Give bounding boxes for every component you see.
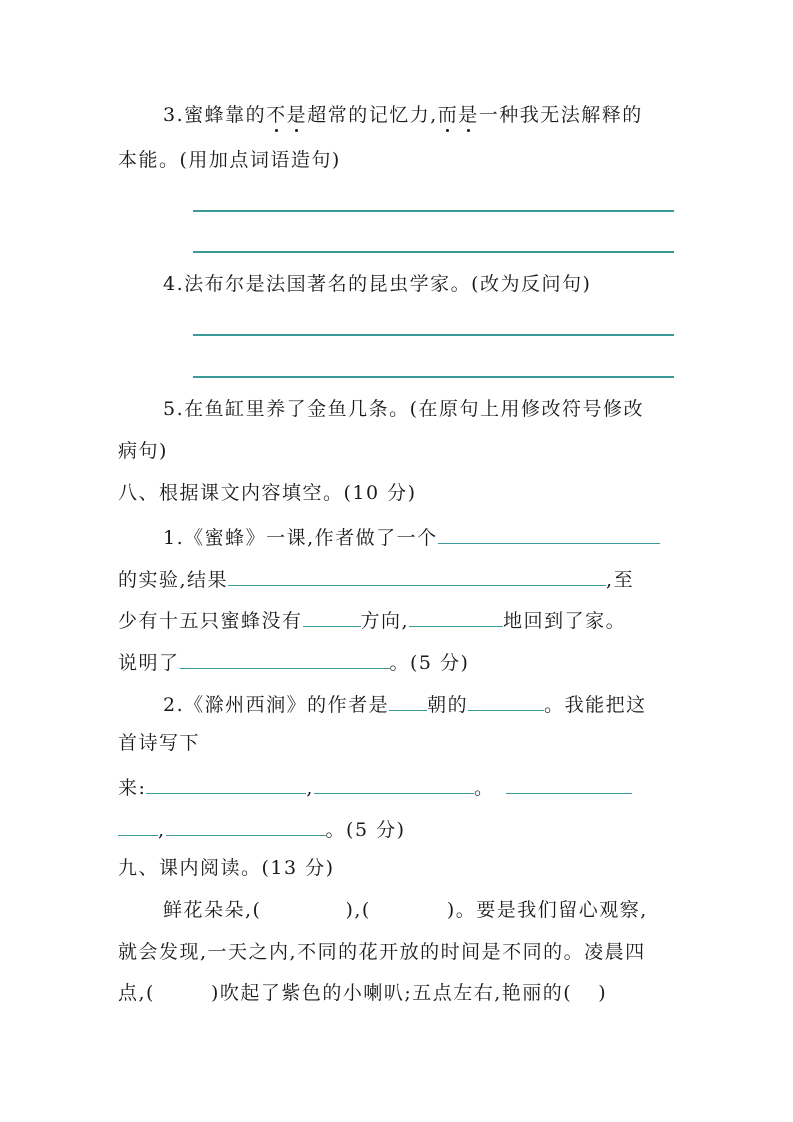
text: 地回到了家。 xyxy=(503,610,627,632)
fill-blank[interactable] xyxy=(180,648,390,669)
reading-line-2: 就会发现,一天之内,不同的花开放的时间是不同的。凌晨四 xyxy=(118,941,646,963)
s8-q1-line-4 xyxy=(118,648,469,675)
fill-blank[interactable] xyxy=(118,815,158,836)
s8-q1-line-2 xyxy=(118,565,634,592)
text: 来: xyxy=(118,777,147,799)
fill-blank[interactable] xyxy=(314,773,474,794)
fill-blank[interactable] xyxy=(438,523,660,544)
question-3-line-1 xyxy=(163,103,643,127)
text: ,至 xyxy=(606,569,635,591)
text: 鲜花朵朵,( xyxy=(163,899,262,921)
fill-blank[interactable] xyxy=(146,773,306,794)
text: ) xyxy=(598,982,608,1004)
text: 一种我无法解释的 xyxy=(478,104,643,126)
answer-line-q4-1[interactable] xyxy=(193,334,674,336)
answer-line-q3-2[interactable] xyxy=(193,251,674,253)
fill-blank[interactable] xyxy=(506,773,632,794)
s8-q2-line-1 xyxy=(163,690,647,717)
fill-blank[interactable] xyxy=(409,606,503,627)
text: 超常的记忆力, xyxy=(307,104,438,126)
text: 的实验,结果 xyxy=(118,569,229,591)
text: 说明了 xyxy=(118,652,180,674)
s8-q2-line-3 xyxy=(118,773,632,800)
text: 2.《滁州西涧》的作者是 xyxy=(163,694,390,716)
text: , xyxy=(158,819,166,841)
question-5-line-2: 病句) xyxy=(118,440,168,462)
fill-blank[interactable] xyxy=(228,565,606,586)
fill-blank[interactable] xyxy=(389,690,427,711)
dotted-char: 是 xyxy=(458,104,479,126)
text: , xyxy=(306,777,314,799)
section-9-heading: 九、课内阅读。(13 分) xyxy=(118,857,335,879)
question-5-line-1: 5.在鱼缸里养了金鱼几条。(在原句上用修改符号修改 xyxy=(163,398,645,420)
text: 朝的 xyxy=(427,694,469,716)
s8-q1-line-1 xyxy=(163,523,660,550)
s8-q2-line-4 xyxy=(118,815,406,842)
text: 。(5 分) xyxy=(325,819,406,841)
fill-blank[interactable] xyxy=(468,690,544,711)
question-3-line-2: 本能。(用加点词语造句) xyxy=(118,149,341,171)
text: 点,( xyxy=(118,982,155,1004)
answer-line-q4-2[interactable] xyxy=(193,376,674,378)
fill-blank[interactable] xyxy=(303,606,361,627)
text: 。我能把这 xyxy=(544,694,647,716)
text: 方向, xyxy=(360,610,410,632)
reading-line-3 xyxy=(118,981,607,1005)
question-4: 4.法布尔是法国著名的昆虫学家。(改为反问句) xyxy=(163,273,592,295)
dotted-char: 而 xyxy=(437,104,459,126)
text: )吹起了紫色的小喇叭;五点左右,艳丽的( xyxy=(210,982,573,1004)
s8-q1-line-3 xyxy=(118,606,626,633)
section-8-heading: 八、根据课文内容填空。(10 分) xyxy=(118,482,417,504)
question-number: 3. xyxy=(163,104,185,126)
text: 少有十五只蜜蜂没有 xyxy=(118,610,303,632)
dotted-char: 不 xyxy=(266,104,287,126)
text: 。(5 分) xyxy=(389,652,470,674)
text: 。 xyxy=(473,777,495,799)
text: 1.《蜜蜂》一课,作者做了一个 xyxy=(163,527,438,549)
text: 蜜蜂靠的 xyxy=(184,104,267,126)
text: )。要是我们留心观察, xyxy=(446,899,648,921)
fill-blank[interactable] xyxy=(166,815,326,836)
answer-line-q3-1[interactable] xyxy=(193,210,674,212)
s8-q2-line-2: 首诗写下 xyxy=(118,732,201,754)
dotted-char: 是 xyxy=(286,104,308,126)
reading-line-1 xyxy=(163,898,648,922)
text: ),( xyxy=(345,899,371,921)
